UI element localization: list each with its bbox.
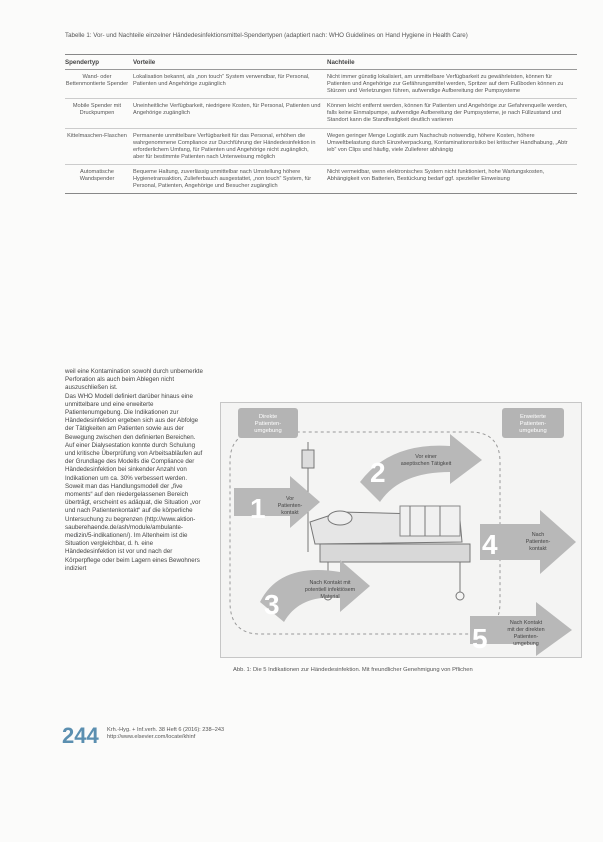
cell-pros: Permanente unmittelbare Verfügbarkeit für das Personal, erhöhen die wahrgenommene Compliance zur Durchführung der Händedesinfektion in erforderlichem Umfang, für Patienten und Angehörige nicht zugänglich, aber für bestimmte Patienten nach Unterweisung möglich <box>133 132 316 160</box>
journal-footer <box>107 727 224 741</box>
moment-3-label: Nach Kontakt mit potentiell infektiösem Material <box>304 580 356 600</box>
cell-cons: Nicht vermeidbar, wenn elektronisches System nicht funktioniert, hohe Wartungskosten, Abhängigkeit von Batterien, Bestückung bedarf ggf. spezieller Einweisung <box>327 168 545 183</box>
body-paragraph: Auf einer Dialysestation konnte durch Schulung und kritische Überprüfung von Arbeitsabläufen auf der Grundlage des Modells die Compliance der Händedesinfektion bei sinkender Anzahl von Indikationen um ca. 30% verbessert werden. Soweit man das Handlungsmodell der „five moments“ auf den niedergelassenen Bereich überträgt, erscheint es adäquat, die Situation „vor und nach Patientenkontakt“ auf die körperliche Untersuchung zu begrenzen (http://www.aktion-sauberehaende.de/ash/module/ambulante-medizin/5-indikationen/). Im Altenheim ist die Situation vergleichbar, d. h. eine Händedesinfektion ist vor und nach der Körperpflege oder beim Lagern eines Bewohners indiziert <box>65 441 203 572</box>
body-paragraph: Das WHO Modell definiert darüber hinaus eine unmittelbare und eine erweiterte Patientenumgebung. Die Indikationen zur Händedesinfektion ergeben sich aus der Abfolge der Tätigkeiten am Patienten sowie aus der Bewegung zwischen den definierten Bereichen. <box>65 392 199 441</box>
cell-pros: Bequeme Haltung, zuverlässig unmittelbar nach Umstellung höhere Hygienetransaktion, Zulieferbauch ausgestattet, „non touch“ System, für Personal, Patienten, Angehörige und Besucher zugänglich <box>133 168 312 190</box>
moment-1-number: 1 <box>250 493 266 524</box>
table-caption: Tabelle 1: Vor- und Nachteile einzelner Händedesinfektionsmittel-Spendertypen (adaptiert nach: WHO Guidelines on Hand Hygiene in Health Care) <box>65 32 468 39</box>
table-header <box>65 55 577 70</box>
table-row <box>65 165 577 193</box>
five-moments-figure <box>220 402 582 658</box>
zone-left-box <box>238 408 298 438</box>
header-spendertyp: Spendertyp <box>65 59 100 66</box>
moment-4-label: Nach Patienten-kontakt <box>525 532 551 552</box>
moment-2-number: 2 <box>370 457 386 488</box>
cell-cons: Wegen geringer Menge Logistik zum Nachschub notwendig, höhere Kosten, höhere Umweltbelastung durch Einzelverpackung, Kontaminationsrisiko bei kritischer Handhabung, „Abtr ieb“ von Clips und häufig, viele Zulieferer abhängig <box>327 132 568 153</box>
spender-table <box>65 54 577 194</box>
header-vorteile: Vorteile <box>133 59 156 66</box>
cell-cons: Nicht immer günstig lokalisiert, am unmittelbare Verfügbarkeit zu gewährleisten, können für Patienten und Angehörige zur Gefährungsmittel werden, Spritzer auf dem Fußboden können zu Stürzen und Verletzungen führen, aufwendige Aufbereitung der Pumpsysteme <box>327 74 564 95</box>
moment-3-number: 3 <box>264 589 280 620</box>
cell-pros: Lokalisation bekannt, als „non touch“ System verwendbar, für Personal, Patienten und Angehörige zugänglich <box>133 74 310 88</box>
svg-text:ErweitertePatienten-umgebung: Erweiterte Patienten-umgebung <box>519 414 547 434</box>
svg-text:DirektePatienten-umgebung: Direkte Patienten-umgebung <box>254 414 282 434</box>
figure-caption: Abb. 1: Die 5 Indikationen zur Händedesinfektion. Mit freundlicher Genehmigung von Pflichen <box>233 667 473 673</box>
cell-type: Automatische Wandspender <box>79 168 115 183</box>
body-paragraph: weil eine Kontamination sowohl durch unbemerkte Perforation als auch beim Ablegen nicht auszuschließen ist. <box>65 368 203 392</box>
zone-right-box <box>502 408 564 438</box>
journal-citation: Krh.-Hyg. + Inf.verh. 38 Heft 6 (2016): 238–243 <box>107 727 225 733</box>
body-text <box>65 368 205 573</box>
moment-2-label: Vor einer aseptischen Tätigkeit <box>400 454 452 467</box>
cell-type: Wand- oder Bettenmontierte Spender <box>65 74 129 88</box>
table-row <box>65 70 577 99</box>
header-nachteile: Nachteile <box>327 59 355 66</box>
cell-type: Mobile Spender mit Druckpumpen <box>72 103 122 117</box>
cell-type: Kittelmaschen-Flaschen <box>67 132 127 139</box>
moment-4-number: 4 <box>482 529 498 560</box>
moment-5-label: Nach Kontakt mit der direkten Patienten-umgebung <box>507 620 545 647</box>
moment-5-number: 5 <box>472 623 488 654</box>
table-row <box>65 99 577 128</box>
table-row <box>65 129 577 165</box>
journal-url[interactable]: http://www.elsevier.com/locate/khinf <box>107 734 196 741</box>
moment-1-label: Vor Patienten-kontakt <box>277 496 303 516</box>
cell-pros: Uneinheitliche Verfügbarkeit, niedrigere Kosten, für Personal, Patienten und Angehörige zugänglich <box>133 103 321 117</box>
cell-cons: Können leicht entfernt werden, können für Patienten und Angehörige zur Gefahrenquelle werden, falls keine Einmalpumpe, aufwendige Aufbereitung der Pumpsysteme, je nach Füllzustand und Standort kann die Standfestigkeit deutlich variieren <box>327 103 568 124</box>
page-number: 244 <box>62 723 99 748</box>
